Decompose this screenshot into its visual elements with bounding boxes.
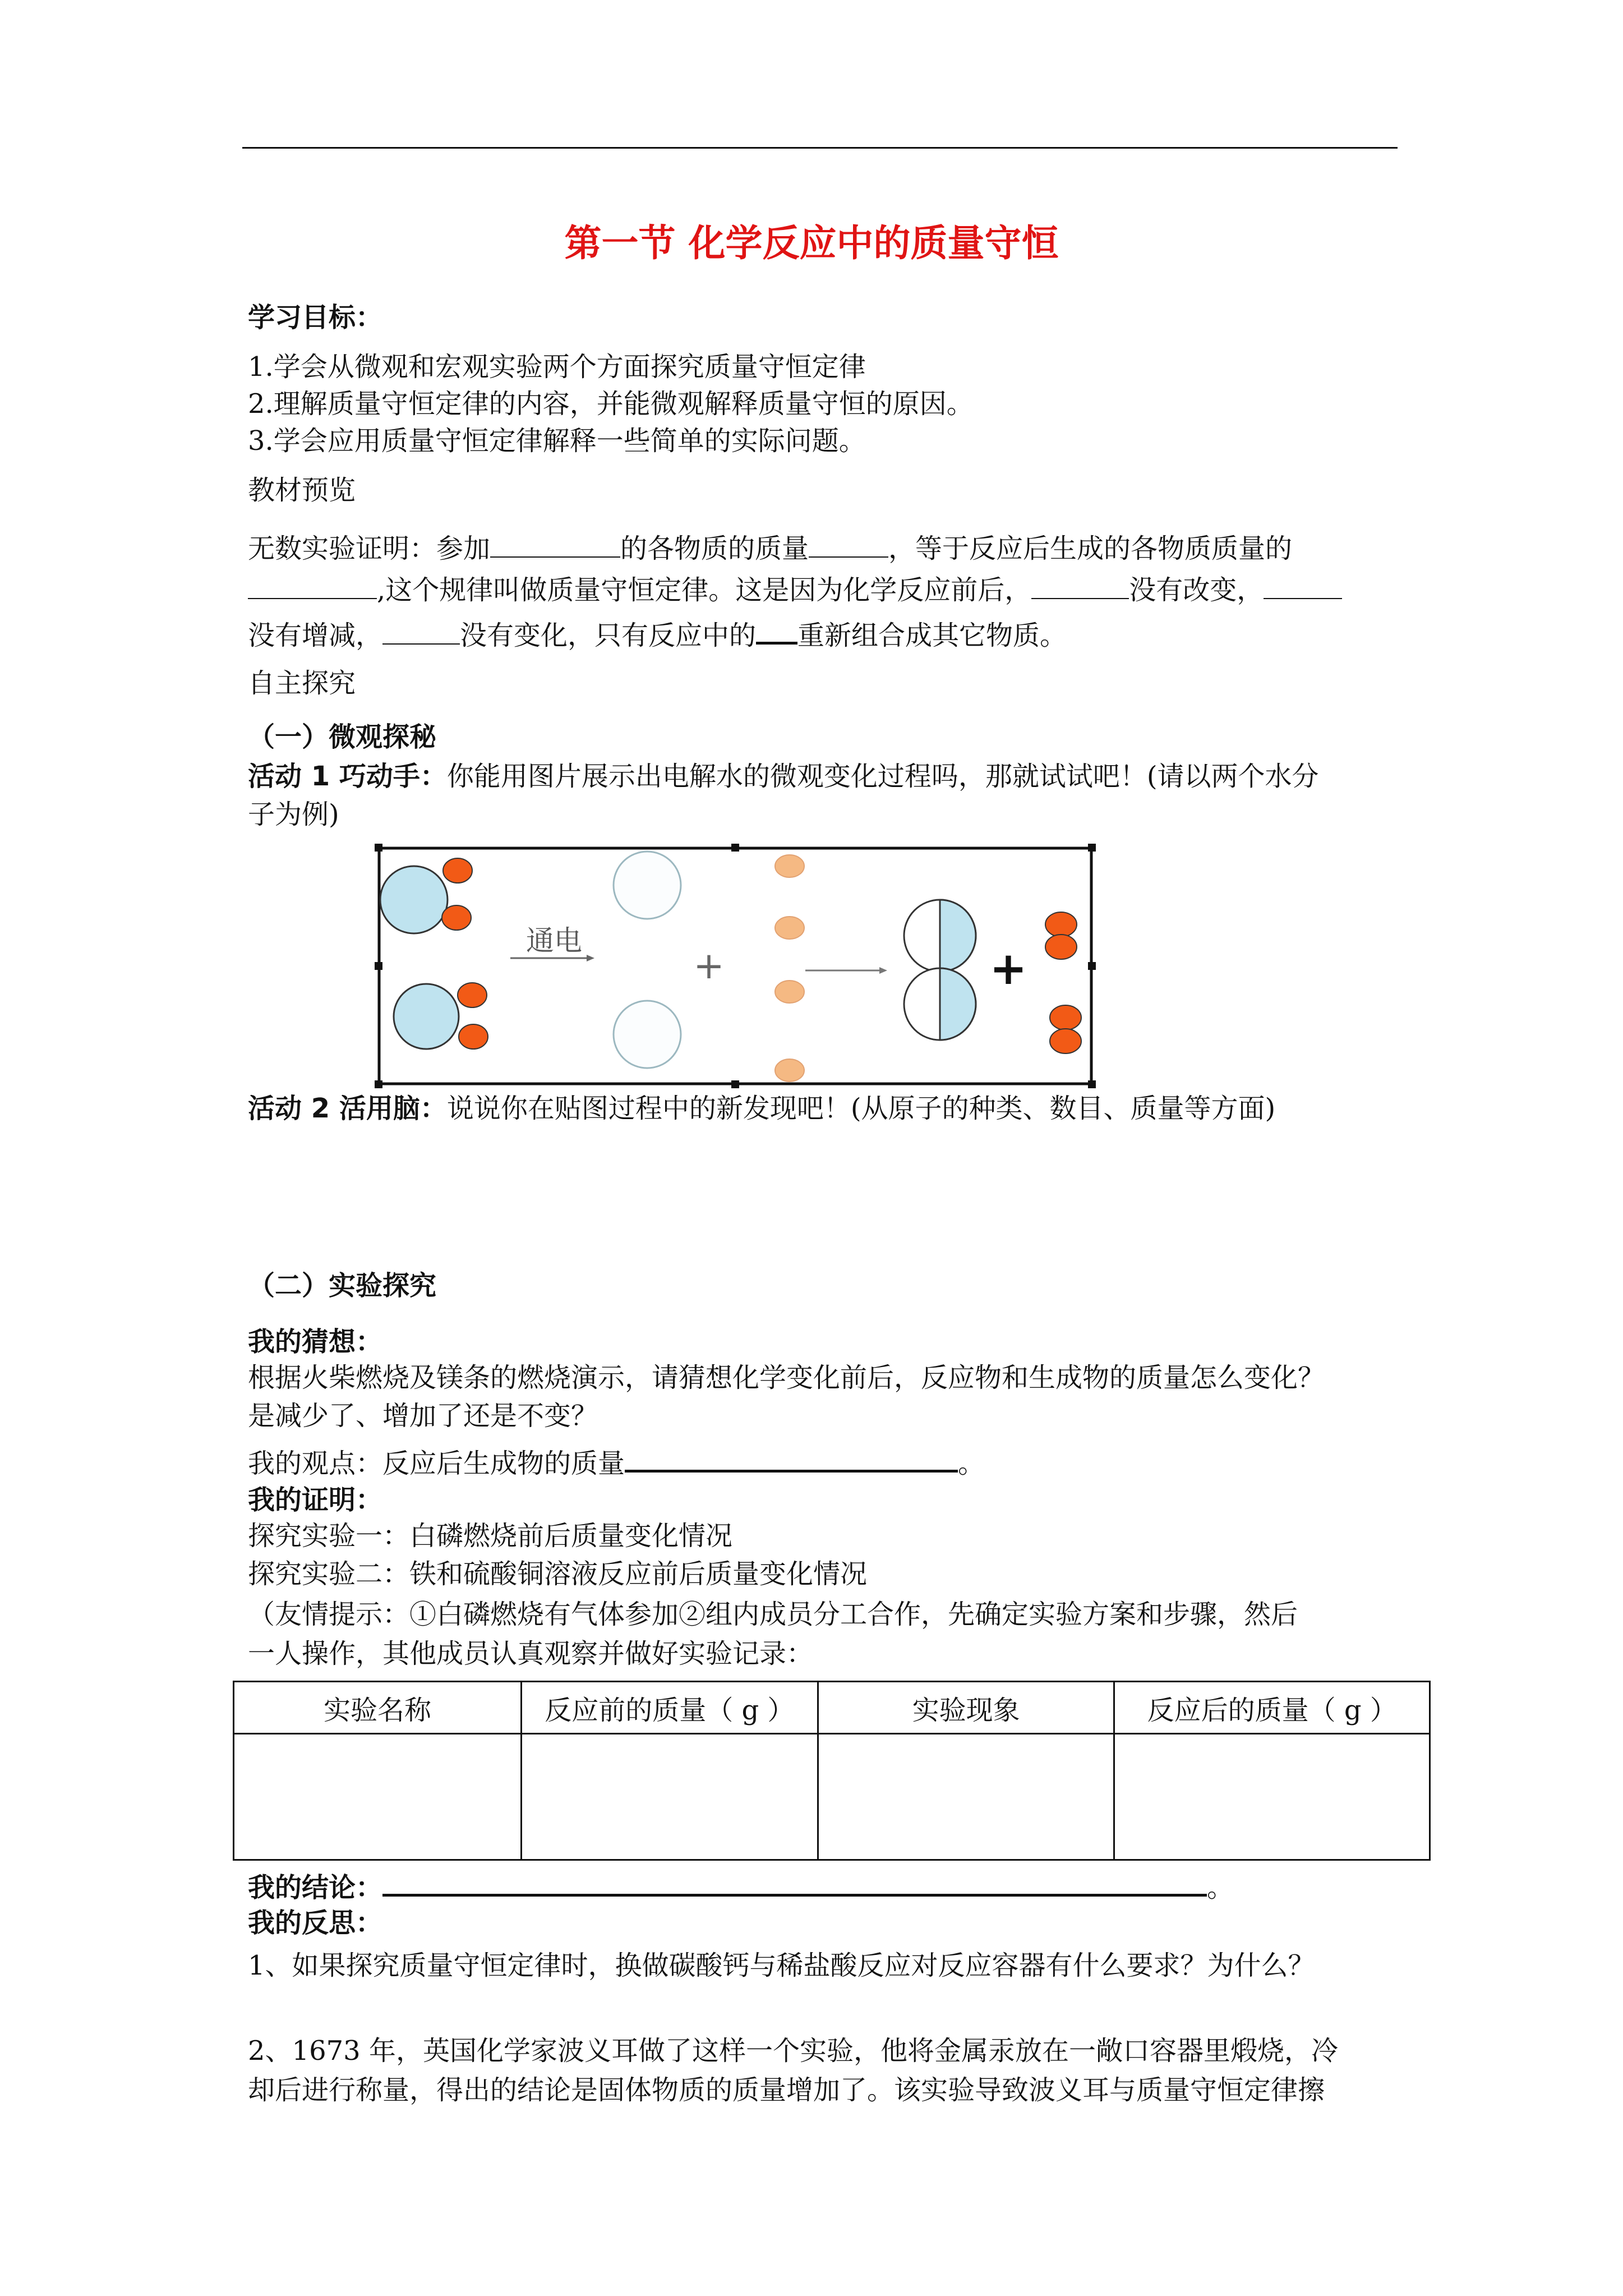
guess-text: 是减少了、增加了还是不变？ [248, 1400, 598, 1432]
goals-heading: 学习目标： [248, 302, 383, 333]
preview-heading: 教材预览 [248, 475, 356, 506]
preview-line-1: 无数实验证明：参加 的各物质的质量 ，等于反应后生成的各物质质量的 [248, 533, 1293, 564]
table-cell[interactable] [818, 1734, 1114, 1860]
hydrogen-atom-faint [775, 917, 804, 939]
hydrogen-atom [458, 983, 487, 1007]
plus-sign: + [693, 944, 725, 987]
table-cell[interactable] [234, 1734, 522, 1860]
oxygen-atom-faint [614, 852, 681, 919]
fill-blank[interactable] [1031, 573, 1129, 599]
hydrogen-atom [1045, 935, 1077, 959]
table-header: 实验现象 [818, 1682, 1114, 1734]
hydrogen-atom-faint [775, 1059, 804, 1082]
frame-handle [1088, 962, 1096, 970]
frame-handle [375, 844, 382, 852]
tip-line: 一人操作，其他成员认真观察并做好实验记录： [248, 1638, 814, 1669]
fill-blank[interactable] [248, 573, 377, 599]
frame-handle [375, 1080, 382, 1088]
guess-text: 根据火柴燃烧及镁条的燃烧演示，请猜想化学变化前后，反应物和生成物的质量怎么变化？ [248, 1362, 1325, 1393]
proof-heading: 我的证明： [248, 1484, 383, 1516]
experiment-heading: （二）实验探究 [248, 1270, 437, 1301]
hydrogen-atom [1045, 912, 1077, 937]
explore-heading: 自主探究 [248, 668, 356, 699]
fill-blank[interactable] [1264, 573, 1342, 599]
experiment-1: 探究实验一：白磷燃烧前后质量变化情况 [248, 1520, 733, 1552]
reflect-heading: 我的反思： [248, 1907, 383, 1939]
question-2: 2、1673 年，英国化学家波义耳做了这样一个实验，他将金属汞放在一敞口容器里煅烧，冷 [248, 2035, 1338, 2067]
activity-2: 活动 2 活用脑：说说你在贴图过程中的新发现吧！(从原子的种类、数目、质量等方面) [248, 1093, 1276, 1124]
electrolysis-figure [375, 844, 1096, 1088]
figure-frame [379, 848, 1091, 1084]
plus-sign: + [989, 942, 1027, 995]
hydrogen-atom [459, 1024, 488, 1049]
header-rule [242, 147, 1398, 149]
fill-blank[interactable] [382, 619, 460, 645]
goal-item: 1.学会从微观和宏观实验两个方面探究质量守恒定律 [248, 351, 866, 383]
hydrogen-atom-faint [775, 855, 804, 877]
fill-blank[interactable] [625, 1445, 958, 1473]
table-header: 反应后的质量（ g ） [1114, 1682, 1430, 1734]
frame-handle [1088, 1080, 1096, 1088]
table-header: 实验名称 [234, 1682, 522, 1734]
preview-line-3: 没有增减， 没有变化，只有反应中的 重新组合成其它物质。 [248, 617, 1067, 649]
hydrogen-atom [443, 858, 472, 883]
activity-1-cont: 子为例) [248, 799, 339, 830]
oxygen-atom-faint [614, 1001, 681, 1068]
oxygen-atom [394, 984, 459, 1049]
preview-line-2: ,这个规律叫做质量守恒定律。这是因为化学反应前后， 没有改变， [248, 573, 1342, 604]
experiment-2: 探究实验二：铁和硫酸铜溶液反应前后质量变化情况 [248, 1558, 868, 1590]
hydrogen-atom-faint [775, 981, 804, 1003]
question-1: 1、如果探究质量守恒定律时，换做碳酸钙与稀盐酸反应对反应容器有什么要求？为什么？ [248, 1950, 1315, 1981]
hydrogen-atom [1050, 1029, 1081, 1053]
activity-1: 活动 1 巧动手：你能用图片展示出电解水的微观变化过程吗，那就试试吧！(请以两个水分 [248, 761, 1319, 792]
hydrogen-atom [1050, 1005, 1081, 1030]
goal-item: 2.理解质量守恒定律的内容，并能微观解释质量守恒的原因。 [248, 388, 974, 420]
record-table [233, 1681, 1431, 1861]
guess-heading: 我的猜想： [248, 1326, 383, 1358]
table-header: 反应前的质量（ g ） [521, 1682, 818, 1734]
goal-item: 3.学会应用质量守恒定律解释一些简单的实际问题。 [248, 425, 866, 457]
conclusion: 我的结论： 。 [248, 1869, 1234, 1901]
frame-handle [1088, 844, 1096, 852]
frame-handle [375, 962, 382, 970]
fill-blank[interactable] [809, 532, 888, 558]
arrow-label: 通电 [526, 924, 582, 957]
frame-handle [731, 1080, 739, 1088]
oxygen-atom [380, 866, 448, 933]
hydrogen-atom [442, 905, 471, 930]
fill-blank[interactable] [382, 1869, 1207, 1897]
table-cell[interactable] [521, 1734, 818, 1860]
question-2-cont: 却后进行称量，得出的结论是固体物质的质量增加了。该实验导致波义耳与质量守恒定律擦 [248, 2074, 1325, 2106]
tip-line: （友情提示：①白磷燃烧有气体参加②组内成员分工合作，先确定实验方案和步骤，然后 [248, 1599, 1298, 1630]
fill-blank[interactable] [756, 617, 797, 645]
table-cell[interactable] [1114, 1734, 1430, 1860]
fill-blank[interactable] [490, 532, 620, 558]
page-title: 第一节 化学反应中的质量守恒 [564, 222, 1059, 265]
my-view: 我的观点：反应后生成物的质量 。 [248, 1445, 985, 1477]
frame-handle [731, 844, 739, 852]
micro-heading: （一）微观探秘 [248, 721, 437, 753]
